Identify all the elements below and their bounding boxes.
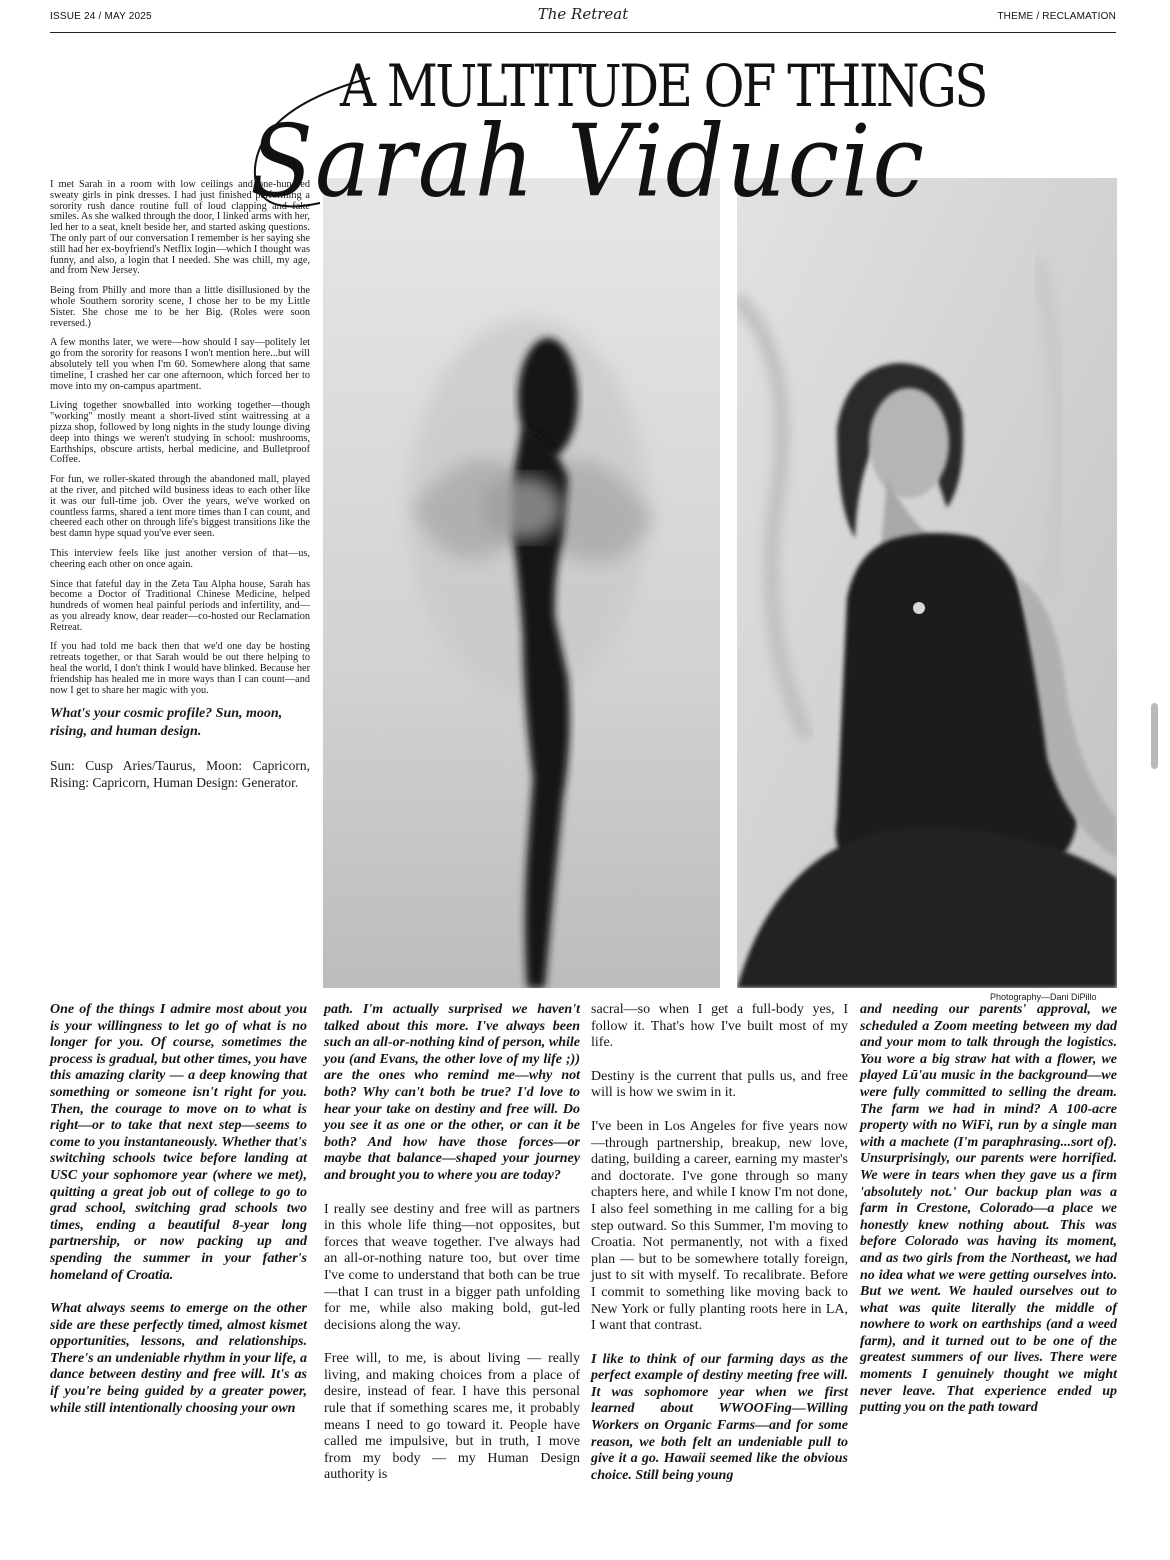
swash-flourish — [240, 68, 540, 228]
answer-paragraph: I've been in Los Angeles for five years now—through partnership, breakup, new love, dating, building a career, earning my master's and doctorate. I've gone through so many chapters here, and while I know I'm not done, I also feel something in me calling for a big step outward. So this Summer, I'm moving to Croatia. Not permanently, not with a fixed plan — but to be somewhere totally foreign, just to sit with myself. To recalibrate. Before I commit to something like moving back to New York or fully planting roots here in LA, I want that contrast. — [591, 1118, 848, 1334]
subject-name-script: Sarah Viducic — [250, 103, 927, 220]
intro-paragraph: I met Sarah in a room with low ceilings and one-hundred sweaty girls in pink dresses. I had just finished performing a sorority rush dance routine full of loud clapping and fake smiles. As she walked through the door, I linked arms with her, led her to a seat, knelt beside her, and started asking questions. The only part of our conversation I remember is her saying she still had her ex-boyfriend's Netflix login—which I thought was funny, and also, a login that I needed. She was chill, my age, and from New Jersey. — [50, 179, 310, 277]
question-paragraph: One of the things I admire most about you is your willingness to let go of what is no longer for you. Of course, sometimes the process is gradual, but other times, you have this amazing clarity — a deep knowing that something or someone isn't right for you. Then, the courage to move on to what is right—or to take that next step—seems to come to you instantaneously. Whether that's switching schools twice before landing at USC your sophomore year (where we met), quitting a great job out of college to go to grad school, switching grad schools two times, ending a beautiful 8-year long partnership, or now packing up and spending the summer in your father's homeland of Croatia. — [50, 1002, 307, 1283]
answer-paragraph: Destiny is the current that pulls us, and free will is how we swim in it. — [591, 1068, 848, 1101]
answer-paragraph: sacral—so when I get a full-body yes, I follow it. That's how I've built most of my life. — [591, 1002, 848, 1051]
question-paragraph: I like to think of our farming days as the perfect example of destiny meeting free will. It was sophomore year when we first learned about WWOOFing—Willing Workers on Organic Farms—and for some reason, we both felt an undeniable pull to give it a go. Hawaii seemed like the obvious choice. Still being young — [591, 1351, 848, 1483]
intro-paragraph: Since that fateful day in the Zeta Tau Alpha house, Sarah has become a Doctor of Traditional Chinese Medicine, helped hundreds of women heal painful periods and infertility, and—as you already know, dear reader—co-hosted our Reclamation Retreat. — [50, 578, 310, 633]
header-divider — [50, 32, 1116, 33]
intro-paragraph: Living together snowballed into working together—though "working" mostly meant a short-lived stint waitressing at a pizza shop, followed by long nights in the study lounge diving deep into things we weren't studying in school: mushrooms, Earthships, obscure artists, herbal medicine, and Bulletproof Coffee. — [50, 400, 310, 466]
answer-paragraph: I really see destiny and free will as partners in this whole life thing—not opposites, but forces that weave together. I've always had an all-or-nothing nature too, but over time I've come to understand that both can be true—that I can trust in a bigger path unfolding for me, while also making bold, gut-led decisions along the way. — [324, 1201, 580, 1333]
issue-label: ISSUE 24 / MAY 2025 — [50, 11, 152, 22]
intro-paragraph: Being from Philly and more than a little disillusioned by the whole Southern sorority scene, I chose her to be my Little Sister. She chose me to be her Big. (Roles were soon reversed.) — [50, 285, 310, 329]
question-paragraph: and needing our parents' approval, we scheduled a Zoom meeting between my dad and your mom to talk through the logistics. You wore a big straw hat with a flower, we played Lū'au music in the background—we were fully committed to selling the dream. The farm we had in mind? A 100-acre property with no WiFi, run by a single man with a machete (I'm paraphrasing...sort of). Unsurprisingly, our parents were horrified. We were in tears when they gave us a firm 'absolutely not.' Our backup plan was a farm in Crestone, Colorado—a place we honestly knew nothing about. This was before Colorado was having its moment, and as two girls from the Northeast, we had no idea what we were getting ourselves into. But we went. We hauled ourselves out to what was quite literally the middle of nowhere to work on earthships (and a weed farm), and it turned out to be one of the greatest summers of our lives. There were moments I genuinely thought we might never leave. That experience ended up putting you on the path toward — [860, 1002, 1117, 1416]
photo-portrait — [737, 178, 1117, 988]
photo-blurred-figure — [323, 178, 720, 988]
scrollbar-thumb[interactable] — [1151, 703, 1158, 769]
intro-paragraph: For fun, we roller-skated through the abandoned mall, played at the river, and pitched wild business ideas to each other like it was our full-time job. Over the years, we've worked on countless farms, shared a tent more times than I can count, and cheered each other on through life's biggest transitions like the best damn hype squad you've ever seen. — [50, 474, 310, 540]
question-paragraph: path. I'm actually surprised we haven't talked about this more. I've always been such an all-or-nothing kind of person, while you (and Evans, the other love of my life ;)) are the ones who remind me—why not both? Why can't both be true? I'd love to hear your take on destiny and free will. Do you see it as one or the other, or can it be both? And how have those forces—or maybe that balance—shaped your journey and brought you to where you are today? — [324, 1002, 580, 1183]
intro-column — [50, 180, 310, 800]
headline: A MULTITUDE OF THINGS — [340, 52, 986, 120]
theme-label: THEME / RECLAMATION — [997, 11, 1116, 22]
intro-paragraph: If you had told me back then that we'd one day be hosting retreats together, or that Sarah would be out there helping to heal the world, I don't think I would have blinked. Because her friendship has healed me in more ways than I can count—and now I get to share her magic with you. — [50, 641, 310, 696]
intro-paragraph: A few months later, we were—how should I say—politely let go from the sorority for reasons I won't mention here...but will absolutely tell you when I'm 60. Somewhere along that same timeline, I crashed her car one afternoon, which forced her to move into my on-campus apartment. — [50, 337, 310, 392]
page-header — [50, 0, 1116, 34]
article-column-4 — [860, 1002, 1117, 1434]
intro-paragraph: This interview feels like just another version of that—us, cheering each other on once again. — [50, 547, 310, 570]
article-column-2 — [324, 1002, 580, 1501]
article-column-1 — [50, 1002, 307, 1434]
article-column-3 — [591, 1002, 848, 1501]
answer-paragraph: Free will, to me, is about living — really living, and making choices from a place of desire, instead of fear. I have this personal rule that if something scares me, it probably means I need to go toward it. People have called me impulsive, but in truth, I move from my body — my Human Design authority is — [324, 1351, 580, 1483]
photo-credit: Photography—Dani DiPillo — [990, 992, 1097, 1002]
question-paragraph: What always seems to emerge on the other side are these perfectly timed, almost kismet opportunities, lessons, and relationships. There's an undeniable rhythm in your life, a dance between destiny and free will. It's as if you're being guided by a greater power, while still intentionally choosing your own — [50, 1301, 307, 1416]
answer-cosmic-profile: Sun: Cusp Aries/Taurus, Moon: Capricorn, Rising: Capricorn, Human Design: Generator. — [50, 758, 310, 790]
masthead-logo: The Retreat — [537, 5, 629, 23]
question-cosmic-profile: What's your cosmic profile? Sun, moon, rising, and human design. — [50, 706, 283, 739]
